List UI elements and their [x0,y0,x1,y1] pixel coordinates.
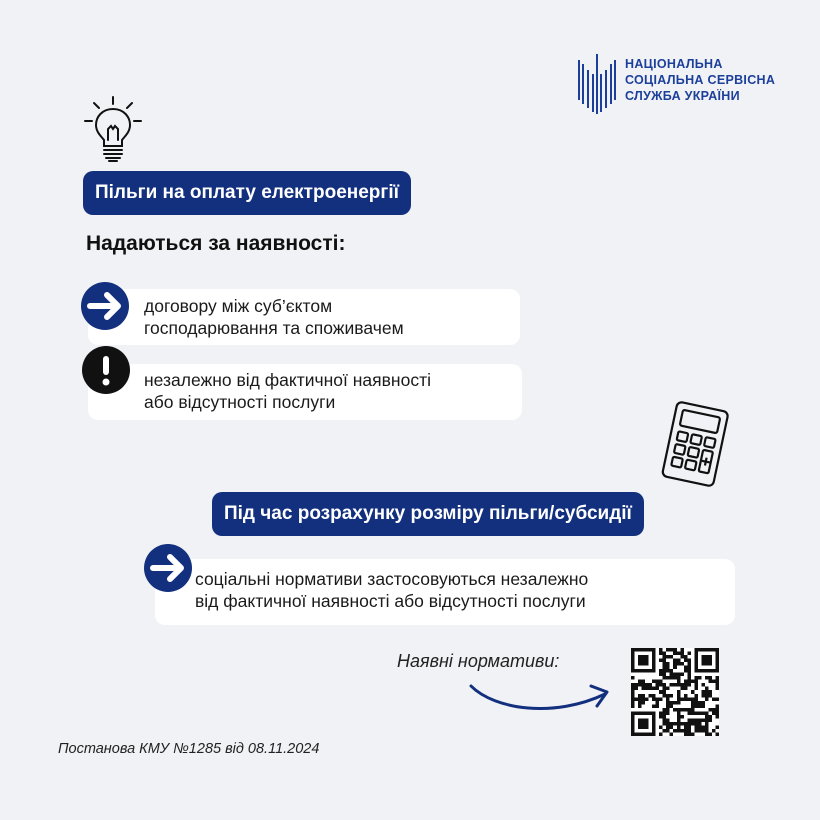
logo-line-3: СЛУЖБА УКРАЇНИ [625,89,740,103]
list-item [155,559,735,625]
item-text-line: соціальні нормативи застосовуються незалежно [195,569,589,589]
curved-arrow-icon [465,678,620,723]
qr-caption: Наявні нормативи: [397,651,560,671]
lightbulb-icon [82,95,144,170]
list-item [88,364,522,420]
list-item [88,289,520,345]
arrow-right-icon [144,544,192,592]
qr-code-icon [631,648,719,736]
arrow-right-icon [81,282,129,330]
item-text-line: від фактичної наявності або відсутності послуги [195,591,586,611]
logo-line-1: НАЦІОНАЛЬНА [625,57,723,71]
legal-reference: Постанова КМУ №1285 від 08.11.2024 [58,741,320,757]
item-text-line: або відсутності послуги [144,392,336,412]
logo-line-2: СОЦІАЛЬНА СЕРВІСНА [625,73,776,87]
trident-emblem-icon [575,50,619,116]
section1-title: Пільги на оплату електроенергії [83,171,411,215]
section1-subtitle: Надаються за наявності: [86,232,346,255]
nssu-logo [575,50,785,120]
section2-title: Під час розрахунку розміру пільги/субсидії [212,492,644,536]
item-text-line: господарювання та споживачем [144,318,404,338]
item-text-line: договору між суб’єктом [144,296,333,316]
exclamation-icon [82,346,130,394]
item-text-line: незалежно від фактичної наявності [144,370,431,390]
qr-code[interactable] [631,648,719,736]
calculator-icon [655,400,735,490]
